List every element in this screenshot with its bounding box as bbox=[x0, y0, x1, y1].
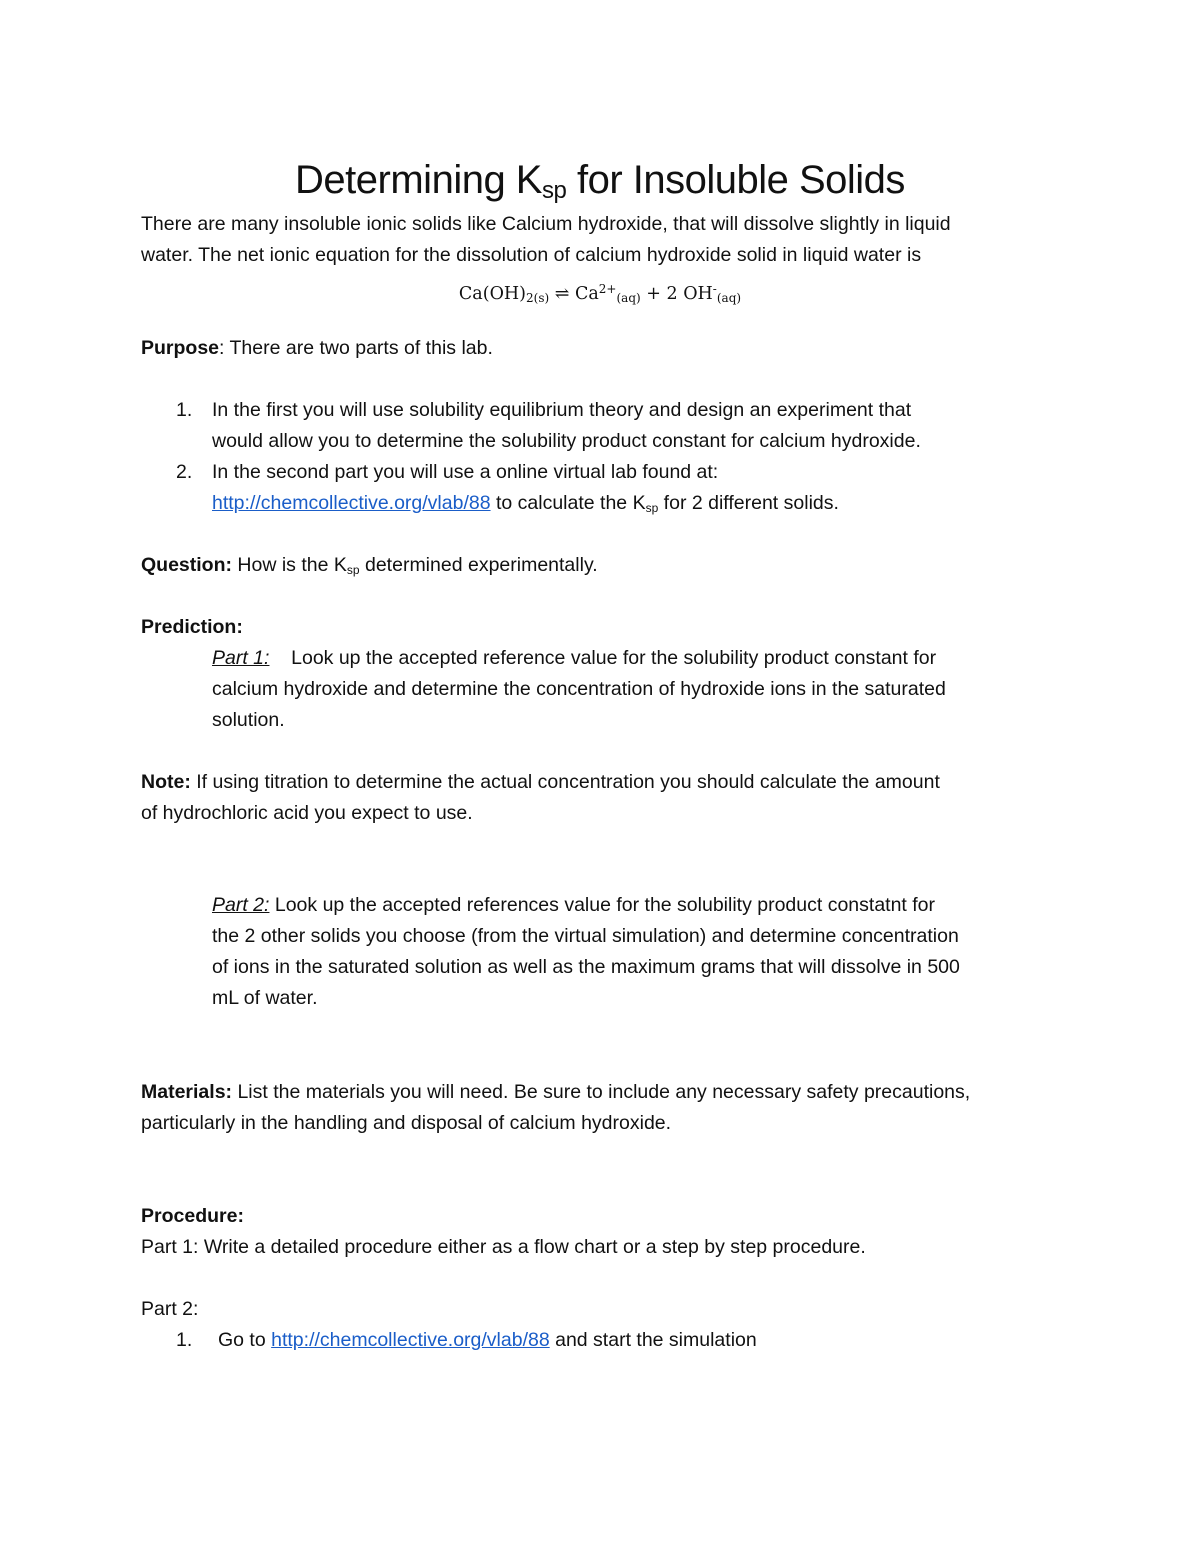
ksp-subscript: sp bbox=[346, 563, 360, 577]
step-text: Go to bbox=[218, 1329, 272, 1351]
note-text: If using titration to determine the actual concentration you should calculate the amount bbox=[190, 771, 940, 793]
materials-line-2: particularly in the handling and disposal of calcium hydroxide. bbox=[141, 1112, 672, 1134]
purpose-item-2 bbox=[176, 460, 718, 484]
list-number: 1. bbox=[176, 399, 193, 421]
list-number: 2. bbox=[176, 461, 193, 483]
eq-arrow: ⇌ bbox=[549, 284, 575, 304]
purpose-item-1-cont: would allow you to determine the solubility product constant for calcium hydroxide. bbox=[212, 430, 921, 452]
part2-line-1 bbox=[212, 893, 935, 917]
part2-line-2: the 2 other solids you choose (from the virtual simulation) and determine concentration bbox=[212, 925, 959, 947]
part1-label: Part 1: bbox=[212, 647, 270, 669]
purpose-label: Purpose bbox=[141, 337, 220, 359]
purpose-line bbox=[141, 336, 493, 360]
procedure-part2: Part 2: bbox=[141, 1298, 199, 1320]
part2-line-4: mL of water. bbox=[212, 987, 318, 1009]
note-line-2: of hydrochloric acid you expect to use. bbox=[141, 802, 473, 824]
intro-line-1: There are many insoluble ionic solids like Calcium hydroxide, that will dissolve slightly in liquid bbox=[141, 213, 951, 235]
purpose-item-2-cont bbox=[212, 491, 839, 520]
chemcollective-link[interactable]: http://chemcollective.org/vlab/88 bbox=[212, 492, 491, 514]
eq-reactant-sub: 2(s) bbox=[526, 291, 550, 305]
page-title bbox=[0, 152, 1200, 219]
eq-cation: Ca bbox=[574, 284, 599, 304]
eq-anion: + 2 OH bbox=[640, 284, 713, 304]
list-item-text: In the second part you will use a online virtual lab found at: bbox=[212, 461, 719, 483]
procedure-part1: Part 1: Write a detailed procedure either as a flow chart or a step by step procedure. bbox=[141, 1236, 866, 1258]
after-link-text: to calculate the K bbox=[490, 492, 646, 514]
note-label: Note: bbox=[141, 771, 191, 793]
prediction-part1-line2: calcium hydroxide and determine the concentration of hydroxide ions in the saturated bbox=[212, 678, 946, 700]
eq-reactant: Ca(OH) bbox=[458, 284, 527, 304]
dissolution-equation bbox=[0, 277, 1200, 310]
part1-text: Look up the accepted reference value for the solubility product constant for bbox=[269, 647, 937, 669]
purpose-text: : There are two parts of this lab. bbox=[219, 337, 493, 359]
eq-cation-charge: 2+ bbox=[598, 282, 617, 296]
procedure-label: Procedure: bbox=[141, 1205, 244, 1227]
list-item-text: In the first you will use solubility equilibrium theory and design an experiment that bbox=[212, 399, 912, 421]
materials-label: Materials: bbox=[141, 1081, 233, 1103]
materials-text: List the materials you will need. Be sure to include any necessary safety precautions, bbox=[232, 1081, 971, 1103]
part2-line-3: of ions in the saturated solution as well as the maximum grams that will dissolve in 500 bbox=[212, 956, 960, 978]
prediction-heading bbox=[141, 615, 243, 639]
prediction-part1-line3: solution. bbox=[212, 709, 285, 731]
end-text: for 2 different solids. bbox=[658, 492, 839, 514]
purpose-item-1 bbox=[176, 398, 911, 422]
question-label: Question: bbox=[141, 554, 232, 576]
intro-line-2: water. The net ionic equation for the dissolution of calcium hydroxide solid in liquid water is bbox=[141, 244, 922, 266]
procedure-heading bbox=[141, 1204, 244, 1228]
ksp-subscript: sp bbox=[645, 501, 659, 515]
eq-anion-state: (aq) bbox=[716, 291, 742, 305]
question-line bbox=[141, 553, 598, 582]
eq-cation-state: (aq) bbox=[616, 291, 641, 305]
materials-line-1 bbox=[141, 1080, 970, 1104]
part2-text: Look up the accepted references value for the solubility product constatnt for bbox=[269, 894, 936, 916]
chemcollective-link[interactable]: http://chemcollective.org/vlab/88 bbox=[271, 1329, 550, 1351]
prediction-part1-line1 bbox=[212, 646, 936, 670]
part2-label: Part 2: bbox=[212, 894, 270, 916]
title-subscript: sp bbox=[541, 177, 567, 204]
question-text-end: determined experimentally. bbox=[359, 554, 598, 576]
question-text: How is the K bbox=[232, 554, 347, 576]
list-number: 1. bbox=[176, 1329, 193, 1351]
step-text-end: and start the simulation bbox=[549, 1329, 757, 1351]
title-text: Determining K bbox=[295, 158, 542, 202]
prediction-label: Prediction: bbox=[141, 616, 243, 638]
note-line-1 bbox=[141, 770, 940, 794]
title-rest: for Insoluble Solids bbox=[566, 158, 905, 202]
procedure-step-1 bbox=[176, 1328, 757, 1352]
eq-anion-charge: - bbox=[712, 282, 717, 296]
